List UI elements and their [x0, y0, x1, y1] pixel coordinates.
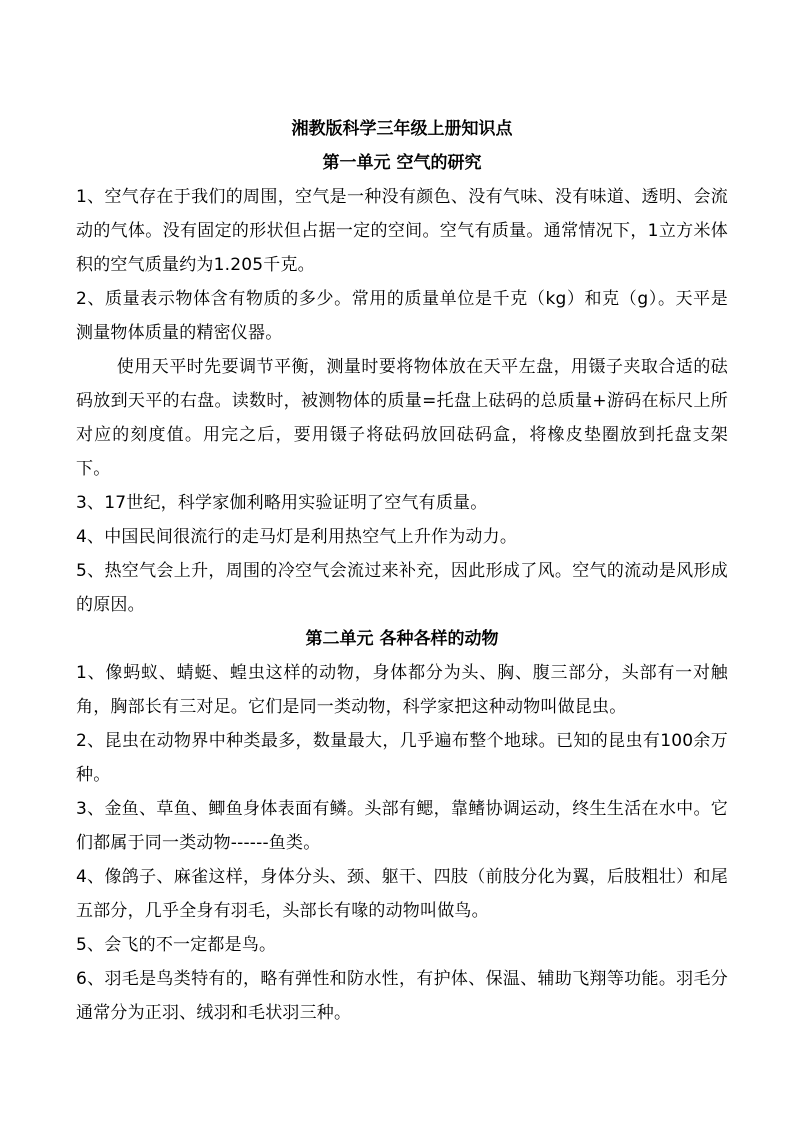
unit-1-balance-usage: 使用天平时先要调节平衡，测量时要将物体放在天平左盘，用镊子夹取合适的砝码放到天平的右盘。读数时，被测物体的质量=托盘上砝码的总质量+游码在标尺上所对应的刻度值。用完之后，要用镊子将砝码放回砝码盒，将橡皮垫圈放到托盘支架下。 — [76, 357, 728, 479]
document-body — [76, 112, 728, 1030]
unit-1-title: 第一单元 空气的研究 — [322, 153, 482, 173]
unit-1-point-4: 4、中国民间很流行的走马灯是利用热空气上升作为动力。 — [76, 527, 518, 547]
unit-2-point-4: 4、像鸽子、麻雀这样，身体分头、颈、躯干、四肢（前肢分化为翼，后肢粗壮）和尾五部分，几乎全身有羽毛，头部长有喙的动物叫做鸟。 — [76, 867, 728, 921]
unit-1-point-1: 1、空气存在于我们的周围，空气是一种没有颜色、没有气味、没有味道、透明、会流动的气体。没有固定的形状但占据一定的空间。空气有质量。通常情况下，1立方米体积的空气质量约为1.205千克。 — [76, 187, 728, 275]
unit-2-point-5: 5、会飞的不一定都是鸟。 — [76, 935, 277, 955]
document-title: 湘教版科学三年级上册知识点 — [291, 119, 513, 139]
unit-2-title: 第二单元 各种各样的动物 — [305, 629, 499, 649]
unit-2-point-6: 6、羽毛是鸟类特有的，略有弹性和防水性，有护体、保温、辅助飞翔等功能。羽毛分通常分为正羽、绒羽和毛状羽三种。 — [76, 969, 728, 1023]
unit-1-point-5: 5、热空气会上升，周围的冷空气会流过来补充，因此形成了风。空气的流动是风形成的原因。 — [76, 561, 728, 615]
unit-1-point-3: 3、17世纪，科学家伽利略用实验证明了空气有质量。 — [76, 493, 488, 513]
unit-2-point-1: 1、像蚂蚁、蜻蜓、蝗虫这样的动物，身体都分为头、胸、腹三部分，头部有一对触角，胸部长有三对足。它们是同一类动物，科学家把这种动物叫做昆虫。 — [76, 663, 728, 717]
unit-2-point-2: 2、昆虫在动物界中种类最多，数量最大，几乎遍布整个地球。已知的昆虫有100余万种。 — [76, 731, 728, 785]
unit-1-point-2: 2、质量表示物体含有物质的多少。常用的质量单位是千克（kg）和克（g）。天平是测量物体质量的精密仪器。 — [76, 289, 728, 343]
unit-2-point-3: 3、金鱼、草鱼、鲫鱼身体表面有鳞。头部有鳃，靠鳍协调运动，终生生活在水中。它们都属于同一类动物------鱼类。 — [76, 799, 728, 853]
